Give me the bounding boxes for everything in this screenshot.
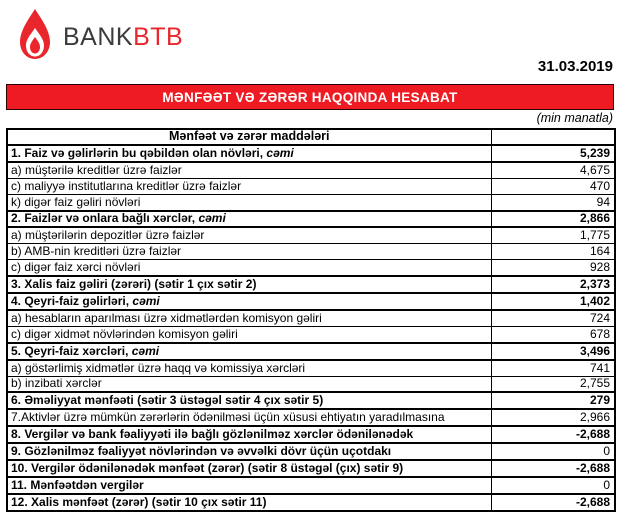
table-header-row [7, 129, 615, 145]
row-value: -2,688 [491, 426, 615, 443]
row-label: c) digər faiz xərci növləri [11, 260, 141, 275]
row-value: 94 [491, 194, 615, 210]
row-label-cell [7, 310, 491, 326]
row-value: 928 [491, 260, 615, 276]
row-label-cell [7, 293, 491, 310]
table-row [7, 293, 615, 310]
row-label-italic: cəmi [132, 293, 160, 308]
row-label: 11. Mənfəətdən vergilər [11, 477, 144, 492]
table-row [7, 276, 615, 293]
row-label-cell [7, 443, 491, 460]
table-row [7, 326, 615, 342]
row-value: 724 [491, 310, 615, 326]
table-row [7, 343, 615, 360]
logo-wordmark [63, 19, 183, 50]
row-label-cell [7, 494, 491, 511]
logo-text-btb: BTB [133, 22, 184, 51]
pl-table-body [7, 145, 615, 511]
row-value: 1,402 [491, 293, 615, 310]
row-label-cell [7, 162, 491, 178]
row-label-cell [7, 178, 491, 194]
row-label-cell [7, 426, 491, 443]
row-label: c) maliyyə institutlarına kreditlər üzrə faizlər [11, 178, 242, 193]
row-label-cell [7, 244, 491, 260]
table-row [7, 178, 615, 194]
table-header-value-cell [491, 129, 615, 145]
row-label-italic: cəmi [198, 211, 226, 226]
bank-logo [16, 8, 183, 60]
row-label: b) AMB-nin kreditləri üzrə faizlər [11, 244, 182, 259]
row-value: 2,866 [491, 211, 615, 228]
table-row [7, 244, 615, 260]
row-label: b) inzibati xərclər [11, 376, 102, 391]
row-label: 4. Qeyri-faiz gəlirləri, [11, 293, 133, 308]
table-row [7, 211, 615, 228]
row-value: 470 [491, 178, 615, 194]
table-header-label: Mənfəət və zərər maddələri [7, 129, 491, 145]
row-value: 0 [491, 443, 615, 460]
row-label-cell [7, 260, 491, 276]
row-label: c) digər xidmət növlərindən komisyon gəliri [11, 326, 238, 341]
row-label-cell [7, 360, 491, 376]
logo-text-bank: BANK [63, 22, 134, 51]
row-value: 1,775 [491, 227, 615, 243]
table-row [7, 426, 615, 443]
table-row [7, 392, 615, 409]
row-value: 741 [491, 360, 615, 376]
row-label-italic: cəmi [266, 145, 294, 160]
row-label-cell [7, 343, 491, 360]
row-value: 5,239 [491, 145, 615, 162]
row-label-cell [7, 145, 491, 162]
unit-note: (min manatla) [536, 111, 613, 125]
table-row [7, 227, 615, 243]
row-label-cell [7, 409, 491, 426]
row-label: k) digər faiz gəliri növləri [11, 194, 141, 209]
table-row [7, 409, 615, 426]
row-label: 6. Əməliyyat mənfəəti (sətir 3 üstəgəl sətir 4 çıx sətir 5) [11, 393, 324, 408]
row-label: 9. Gözlənilməz fəaliyyət növlərindən və əvvəlki dövr üçün uçotdakı [11, 444, 392, 459]
row-label-cell [7, 211, 491, 228]
row-label: a) müştərilərin depozitlər üzrə faizlər [11, 228, 205, 243]
row-label: 1. Faiz və gəlirlərin bu qəbildən olan növləri, [11, 145, 267, 160]
row-label: 8. Vergilər və bank fəaliyyəti ilə bağlı gözlənilməz xərclər ödənilənədək [11, 427, 414, 442]
table-row [7, 360, 615, 376]
row-value: -2,688 [491, 494, 615, 511]
table-row [7, 460, 615, 477]
row-value: 2,755 [491, 376, 615, 392]
row-label: 7.Aktivlər üzrə mümkün zərərlərin ödənilməsi üçün xüsusi ehtiyatın yaradılmasına [11, 410, 445, 425]
row-label: a) göstərlimiş xidmətlər üzrə haqq və komissiya xərcləri [11, 360, 306, 375]
row-label: 10. Vergilər ödənilənədək mənfəət (zərər) (sətir 8 üstəgəl (çıx) sətir 9) [11, 461, 404, 475]
table-row [7, 494, 615, 511]
row-label: a) hesabların aparılması üzrə xidmətlərdən komisyon gəliri [11, 310, 322, 325]
pl-table-container [6, 128, 614, 512]
report-title-banner [6, 84, 614, 110]
report-date: 31.03.2019 [537, 58, 613, 75]
row-value: 164 [491, 244, 615, 260]
row-label-cell [7, 276, 491, 293]
row-label: a) müştərilə kreditlər üzrə faizlər [11, 162, 182, 177]
table-row [7, 376, 615, 392]
row-value: 678 [491, 326, 615, 342]
table-row [7, 477, 615, 494]
row-label-cell [7, 460, 491, 477]
row-label: 3. Xalis faiz gəliri (zərəri) (sətir 1 çıx sətir 2) [11, 276, 257, 291]
row-label-cell [7, 227, 491, 243]
row-label-cell [7, 376, 491, 392]
row-value: 279 [491, 392, 615, 409]
table-row [7, 162, 615, 178]
row-label-cell [7, 194, 491, 210]
row-value: 2,966 [491, 409, 615, 426]
row-label-italic: cəmi [131, 343, 160, 358]
report-title: MƏNFƏƏT VƏ ZƏRƏR HAQQINDA HESABAT [162, 89, 458, 105]
row-label-cell [7, 477, 491, 494]
table-row [7, 443, 615, 460]
table-row [7, 260, 615, 276]
flame-logo-icon [16, 8, 54, 60]
row-value: 4,675 [491, 162, 615, 178]
row-label-cell [7, 326, 491, 342]
row-label-cell [7, 392, 491, 409]
table-row [7, 194, 615, 210]
pl-table [6, 128, 616, 512]
row-label: 12. Xalis mənfəət (zərər) (sətir 10 çıx sətir 11) [11, 494, 267, 509]
table-row [7, 145, 615, 162]
row-label: 5. Qeyri-faiz xərcləri, [11, 343, 132, 358]
row-value: 3,496 [491, 343, 615, 360]
row-value: -2,688 [491, 460, 615, 477]
row-value: 2,373 [491, 276, 615, 293]
table-row [7, 310, 615, 326]
row-label: 2. Faizlər və onlara bağlı xərclər, [11, 211, 199, 226]
row-value: 0 [491, 477, 615, 494]
